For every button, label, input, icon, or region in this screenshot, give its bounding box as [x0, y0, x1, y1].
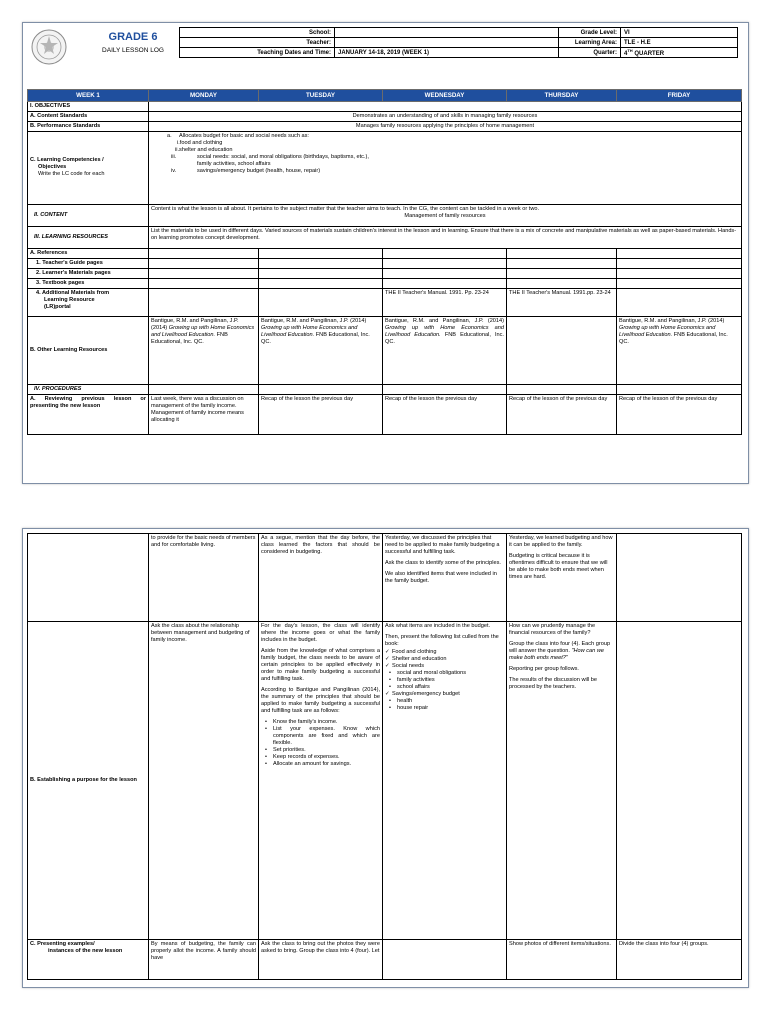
reviewing-fri: Recap of the lesson of the previous day — [617, 394, 742, 434]
other-resources-tue: Bantigue, R.M. and Pangilinan, J.P. (2014) Growing up with Home Economics and Livelihood Education. FNB Educational, Inc. QC. — [259, 316, 383, 384]
textbook-pages-label: 3. Textbook pages — [28, 278, 149, 288]
teachers-guide-label: 1. Teacher's Guide pages — [28, 258, 149, 268]
page-2 — [22, 528, 749, 988]
continued-tue: As a segue, mention that the day before, the class learned the factors that should be considered in budgeting. — [259, 534, 383, 622]
learning-resources-note: List the materials to be used in different days. Varied sources of materials sustain children's interest in the lesson and in learning. Ensure that there is a mix of concrete and manipulative materials as well as paper-based materials. Hands-on learning promotes concept development. — [149, 226, 742, 248]
check-icon: ✓ — [385, 648, 390, 655]
reviewing-mon: Last week, there was a discussion on management of the family income. Management of family income means allocating it — [149, 394, 259, 434]
reviewing-wed: Recap of the lesson the previous day — [383, 394, 507, 434]
learners-materials-label: 2. Learner's Materials pages — [28, 268, 149, 278]
page-1 — [22, 22, 749, 484]
lesson-table-p2 — [27, 533, 742, 980]
continued-wed: Yesterday, we discussed the principles that need to be applied to make family budgeting a successful and fulfilling task. Ask the class to identify some of the principles. We also identified items that were included in the family budget. — [383, 534, 507, 622]
grade-title: GRADE 6 — [108, 31, 158, 43]
grade-level-label: Grade Level: — [559, 28, 621, 38]
reviewing-label: A. Reviewing previous lesson or presenting the new lesson — [28, 394, 149, 434]
learning-area-value: TLE - H.E — [621, 38, 738, 48]
lesson-table-p1 — [27, 89, 742, 435]
content-value: Content is what the lesson is all about. It pertains to the subject matter that the teacher aims to teach. In the CG, the content can be tackled in a week or two. Management of family resources — [149, 204, 742, 226]
examples-fri: Divide the class into four (4) groups. — [617, 940, 742, 980]
header-table — [179, 27, 738, 58]
competencies-value: a. Allocates budget for basic and social needs such as: i.food and clothing ii.shelter and education iii. social needs: social, and moral obligations (birthdays, baptisms, etc.), family activities, school affairs iv. savings/emergency budget (health, house, repair) — [149, 131, 742, 204]
purpose-mon: Ask the class about the relationship between management and budgeting of family income. — [149, 622, 259, 940]
col-tuesday: TUESDAY — [259, 90, 383, 102]
school-label: School: — [180, 28, 335, 38]
additional-materials-wed: THE II Teacher's Manual. 1991. Pp. 23-24 — [383, 288, 507, 316]
references-label: A. References — [28, 248, 149, 258]
other-resources-mon: Bantigue, R.M. and Pangilinan, J.P. (2014) Growing up with Home Economics and Livelihood Education. FNB Educational, Inc. QC. — [149, 316, 259, 384]
establishing-purpose-label: B. Establishing a purpose for the lesson — [28, 622, 149, 940]
competencies-label: C. Learning Competencies / Objectives Write the LC code for each — [28, 131, 149, 204]
purpose-tue: For the day's lesson, the class will identify where the income goes or what the family includes in the budget. Aside from the knowledge of what comprises a family budget, the class needs to be aware of certain principles to be applied effectively in order to make family budgeting a successful and fulfilling task. According to Bantigue and Pangilinan (2014), the summary of the principles that should be applied to make family budgeting a successful and fulfilling task are as follows: • Know the family's income. • List your expenses. Know which components are fixed and which are flexible. • Set priorities. • Keep records of expenses. • Allocate an amount for savings. — [259, 622, 383, 940]
col-week: WEEK 1 — [28, 90, 149, 102]
examples-tue: Ask the class to bring out the photos they were asked to bring. Group the class into 4 (four). Let — [259, 940, 383, 980]
teacher-label: Teacher: — [180, 38, 335, 48]
col-monday: MONDAY — [149, 90, 259, 102]
log-title: DAILY LESSON LOG — [102, 47, 164, 54]
check-icon: ✓ — [385, 690, 390, 697]
grade-level-value: VI — [621, 28, 738, 38]
performance-standards-label: B. Performance Standards — [28, 121, 149, 131]
continued-mon: to provide for the basic needs of members and for comfortable living. — [149, 534, 259, 622]
learning-area-label: Learning Area: — [559, 38, 621, 48]
content-standards-label: A. Content Standards — [28, 111, 149, 121]
other-resources-wed: Bantigue, R.M. and Pangilinan, J.P. (2014) Growing up with Home Economics and Livelihood Education. FNB Educational, Inc. QC. — [383, 316, 507, 384]
additional-materials-thu: THE II Teacher's Manual. 1991.pp. 23-24 — [507, 288, 617, 316]
quarter-value: 4TH QUARTER — [621, 48, 738, 58]
col-wednesday: WEDNESDAY — [383, 90, 507, 102]
procedures-label: IV. PROCEDURES — [28, 384, 149, 394]
col-friday: FRIDAY — [617, 90, 742, 102]
reviewing-tue: Recap of the lesson the previous day — [259, 394, 383, 434]
performance-standards-value: Manages family resources applying the principles of home management — [149, 121, 742, 131]
learning-resources-label: III. LEARNING RESOURCES — [28, 226, 149, 248]
purpose-wed: Ask what items are included in the budget. Then, present the following list culled from the book: ✓ Food and clothing ✓ Shelter and education ✓ Social needs • social and moral obligations • family activities • school affairs ✓ Savings/emergency budget • health • house repair — [383, 622, 507, 940]
dates-value: JANUARY 14-18, 2019 (WEEK 1) — [335, 48, 559, 58]
teacher-value — [335, 38, 559, 48]
additional-materials-label: 4. Additional Materials from Learning Resource (LR)portal — [28, 288, 149, 316]
presenting-examples-label: C. Presenting examples/ instances of the new lesson — [28, 940, 149, 980]
reviewing-thu: Recap of the lesson of the previous day — [507, 394, 617, 434]
content-label: II. CONTENT — [28, 204, 149, 226]
examples-mon: By means of budgeting, the family can properly allot the income. A family should have — [149, 940, 259, 980]
objectives-label: I. OBJECTIVES — [28, 102, 149, 112]
check-icon: ✓ — [385, 655, 390, 662]
purpose-thu: How can we prudently manage the financial resources of the family? Group the class into four (4). Each group will answer the question. "How can we make both ends meet?" Reporting per group follows. The results of the discussion will be processed by the teachers. — [507, 622, 617, 940]
deped-seal-icon — [31, 29, 67, 65]
col-thursday: THURSDAY — [507, 90, 617, 102]
other-resources-fri: Bantigue, R.M. and Pangilinan, J.P. (2014) Growing up with Home Economics and Livelihood Education. FNB Educational, Inc. QC. — [617, 316, 742, 384]
content-standards-value: Demonstrates an understanding of and skills in managing family resources — [149, 111, 742, 121]
quarter-label: Quarter: — [559, 48, 621, 58]
other-resources-label: B. Other Learning Resources — [28, 316, 149, 384]
dates-label: Teaching Dates and Time: — [180, 48, 335, 58]
school-value — [335, 28, 559, 38]
continued-thu: Yesterday, we learned budgeting and how it can be applied to the family. Budgeting is critical because it is oftentimes difficult to ensure that we will be able to make both ends meet when times are hard. — [507, 534, 617, 622]
examples-thu: Show photos of different items/situations. — [507, 940, 617, 980]
check-icon: ✓ — [385, 662, 390, 669]
